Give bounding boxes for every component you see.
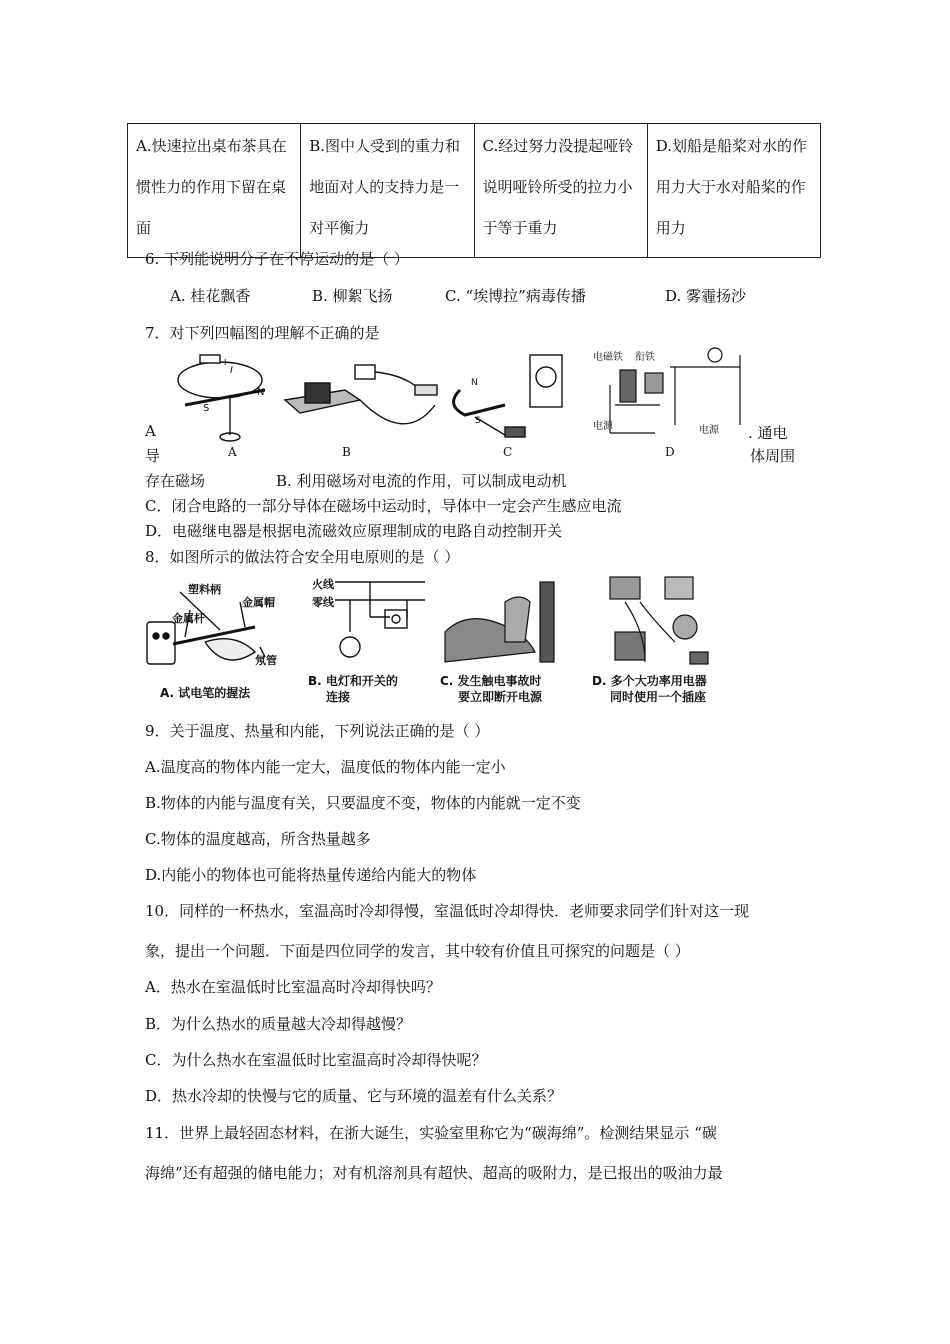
q7-power2-label: 电源	[699, 425, 719, 436]
q8-figure-d	[610, 577, 708, 664]
q7-c-n-label: N	[471, 378, 478, 388]
q5-option-b: B.图中人受到的重力和地面对人的支持力是一对平衡力	[301, 124, 474, 258]
q6-stem: 6. 下列能说明分子在不停运动的是（ ）	[145, 250, 409, 268]
q10-option-d: D．热水冷却的快慢与它的质量、它与环境的温差有什么关系？	[145, 1087, 563, 1105]
q5-option-c: C.经过努力没提起哑铃说明哑铃所受的拉力小于等于重力	[474, 124, 647, 258]
q7-option-a-left1: A	[145, 422, 156, 440]
q7-option-a-line3: 存在磁场	[145, 472, 206, 490]
q7-current-label: I	[230, 365, 233, 376]
q10-stem-line1: 10．同样的一杯热水，室温高时冷却得慢，室温低时冷却得快．老师要求同学们针对这一现	[145, 902, 750, 920]
q7-plus-label: +	[221, 357, 230, 368]
q6-option-c: C. “埃博拉”病毒传播	[445, 287, 586, 305]
q7-c-s-label: S	[475, 416, 481, 426]
q8-label-live-wire: 火线	[312, 578, 334, 591]
q8-label-metal-cap: 金属帽	[242, 596, 275, 609]
q10-stem-line2: 象，提出一个问题．下面是四位同学的发言，其中较有价值且可探究的问题是（ ）	[145, 942, 690, 960]
q7-option-c: C．闭合电路的一部分导体在磁场中运动时，导体中一定会产生感应电流	[145, 497, 622, 515]
q7-figure-b	[285, 365, 437, 424]
q9-stem: 9．关于温度、热量和内能，下列说法正确的是（ ）	[145, 722, 490, 740]
q10-option-b: B．为什么热水的质量越大冷却得越慢？	[145, 1015, 412, 1033]
q9-option-b: B.物体的内能与温度有关，只要温度不变，物体的内能就一定不变	[145, 794, 581, 812]
q9-option-c: C.物体的温度越高，所含热量越多	[145, 830, 371, 848]
q7-fig-label-a: A	[228, 445, 237, 459]
q8-caption-b1: B. 电灯和开关的	[308, 674, 398, 688]
q7-fig-label-c: C	[503, 445, 513, 459]
q8-caption-d2: 同时使用一个插座	[610, 690, 707, 704]
q6-option-a: A. 桂花飘香	[170, 287, 251, 305]
q6-option-b: B. 柳絮飞扬	[312, 287, 393, 305]
q7-n-pole: N	[257, 387, 265, 398]
q7-figures	[175, 345, 775, 465]
q8-caption-b2: 连接	[326, 690, 351, 704]
q7-armature-label: 衔铁	[635, 352, 655, 363]
q8-caption-d1: D. 多个大功率用电器	[592, 674, 707, 688]
q7-figure-c	[454, 355, 562, 437]
q6-option-d: D. 雾霾扬沙	[665, 287, 747, 305]
q8-stem: 8．如图所示的做法符合安全用电原则的是（ ）	[145, 548, 460, 566]
q7-fig-label-b: B	[342, 445, 351, 459]
q10-option-c: C．为什么热水在室温低时比室温高时冷却得快呢？	[145, 1051, 487, 1069]
q8-label-metal-rod: 金属杆	[172, 612, 205, 625]
q9-option-d: D.内能小的物体也可能将热量传递给内能大的物体	[145, 866, 477, 884]
q8-figure-c	[445, 582, 554, 662]
q8-label-neon-tube: 氖管	[255, 654, 277, 667]
q7-figure-a	[178, 355, 265, 441]
q7-option-a-right1: . 通电	[748, 424, 788, 442]
q7-option-d: D．电磁继电器是根据电流磁效应原理制成的电路自动控制开关	[145, 522, 563, 540]
q8-caption-c1: C. 发生触电事故时	[440, 674, 542, 688]
q8-caption-a: A. 试电笔的握法	[160, 686, 251, 700]
q7-fig-label-d: D	[665, 445, 675, 459]
q7-electromagnet-label: 电磁铁	[593, 352, 623, 363]
q7-stem: 7．对下列四幅图的理解不正确的是	[145, 324, 380, 342]
q7-option-a-left2: 导	[145, 447, 161, 465]
q5-option-d: D.划船是船桨对水的作用力大于水对船桨的作用力	[647, 124, 820, 258]
q8-caption-c2: 要立即断开电源	[458, 690, 543, 704]
q7-option-b: B. 利用磁场对电流的作用，可以制成电动机	[276, 472, 567, 490]
q8-figure-b	[335, 582, 425, 657]
q8-label-plastic-handle: 塑料柄	[188, 583, 221, 596]
q7-option-a-right2: 体周围	[750, 447, 796, 465]
q11-line2: 海绵”还有超强的储电能力；对有机溶剂具有超快、超高的吸附力，是已报出的吸油力最	[145, 1164, 723, 1182]
q7-s-pole: S	[203, 403, 210, 414]
q11-line1: 11．世界上最轻固态材料，在浙大诞生，实验室里称它为“碳海绵”。检测结果显示 “碳	[145, 1124, 717, 1142]
q8-label-neutral-wire: 零线	[312, 596, 334, 609]
q7-power1-label: 电源	[593, 421, 613, 432]
q7-figure-d	[593, 348, 740, 436]
q9-option-a: A.温度高的物体内能一定大，温度低的物体内能一定小	[145, 758, 506, 776]
q5-option-a: A.快速拉出桌布茶具在惯性力的作用下留在桌面	[128, 124, 301, 258]
q10-option-a: A．热水在室温低时比室温高时冷却得快吗？	[145, 978, 441, 996]
q5-options-table	[127, 123, 821, 258]
